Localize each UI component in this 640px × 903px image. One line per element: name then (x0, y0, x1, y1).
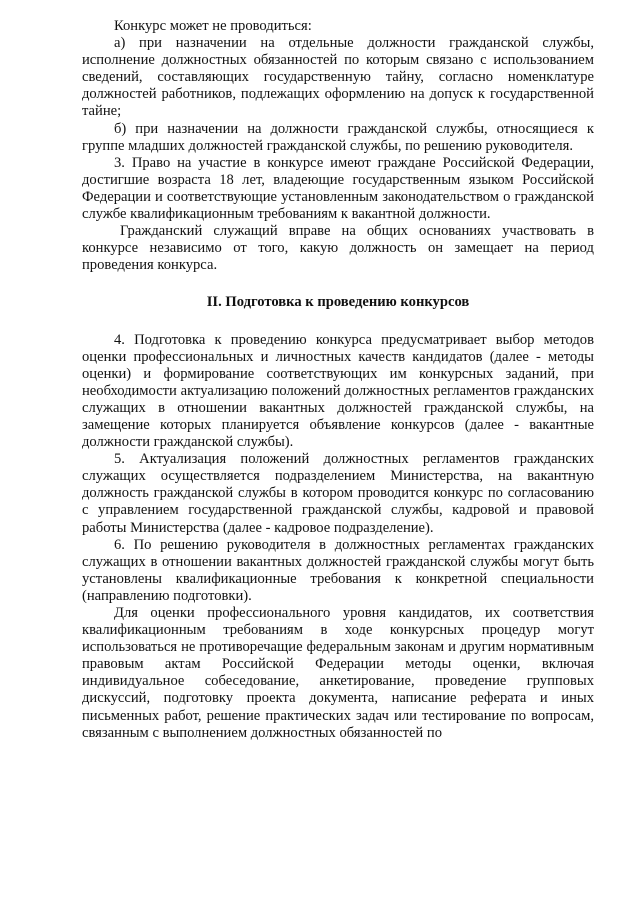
section-heading: II. Подготовка к проведению конкурсов (206, 294, 470, 311)
paragraph-civil-servant: Гражданский служащий вправе на общих основаниях участвовать в конкурсе независимо от того, какую должность он замещает на период проведения конкурса. (82, 223, 594, 274)
spacer (82, 274, 594, 294)
paragraph-intro: Конкурс может не проводиться: (114, 18, 312, 34)
paragraph-assessment: Для оценки профессионального уровня кандидатов, их соответствия квалификационным требованиям в ходе конкурсных процедур могут использоваться не противоречащие федеральным законам и другим нормативным правовым актам Российской Федерации методы оценки, включая индивидуальное собеседование, анкетирование, проведение групповых дискуссий, подготовку проекта документа, написание реферата и иных письменных работ, решение практических задач или тестирование по вопросам, связанным с выполнением должностных обязанностей по (82, 605, 594, 741)
paragraph-5: 5. Актуализация положений должностных регламентов гражданских служащих осуществляется подразделением Министерства, на вакантную должность гражданской службы в котором проводится конкурс по согласованию с управлением государственной гражданской службы, кадровой и правовой работы Министерства (далее - кадровое подразделение). (82, 451, 594, 536)
spacer (82, 312, 594, 332)
paragraph-item-a: а) при назначении на отдельные должности гражданской службы, исполнение должностных обязанностей по которым связано с использованием сведений, составляющих государственную тайну, согласно номенклатуре должностей работников, подлежащих оформлению на допуск к государственной тайне; (82, 35, 594, 120)
paragraph-3: 3. Право на участие в конкурсе имеют граждане Российской Федерации, достигшие возраста 18 лет, владеющие государственным языком Российской Федерации и соответствующие установленным законодательством о гражданской службе квалификационным требованиям к вакантной должности. (82, 154, 594, 223)
document-page (82, 18, 594, 742)
paragraph-6: 6. По решению руководителя в должностных регламентах гражданских служащих в отношении вакантных должностей гражданской службы могут быть установлены квалификационные требования к конкретной специальности (направлению подготовки). (82, 536, 594, 604)
paragraph-item-b: б) при назначении на должности гражданской службы, относящиеся к группе младших должностей гражданской службы, по решению руководителя. (82, 120, 594, 154)
paragraph-4: 4. Подготовка к проведению конкурса предусматривает выбор методов оценки профессиональных и личностных качеств кандидатов (далее - методы оценки) и формирование соответствующих им конкурсных заданий, при необходимости актуализацию положений должностных регламентов гражданских служащих в отношении вакантных должностей гражданской службы, на замещение которых планируется объявление конкурсов (далее - вакантные должности гражданской службы). (82, 331, 594, 451)
